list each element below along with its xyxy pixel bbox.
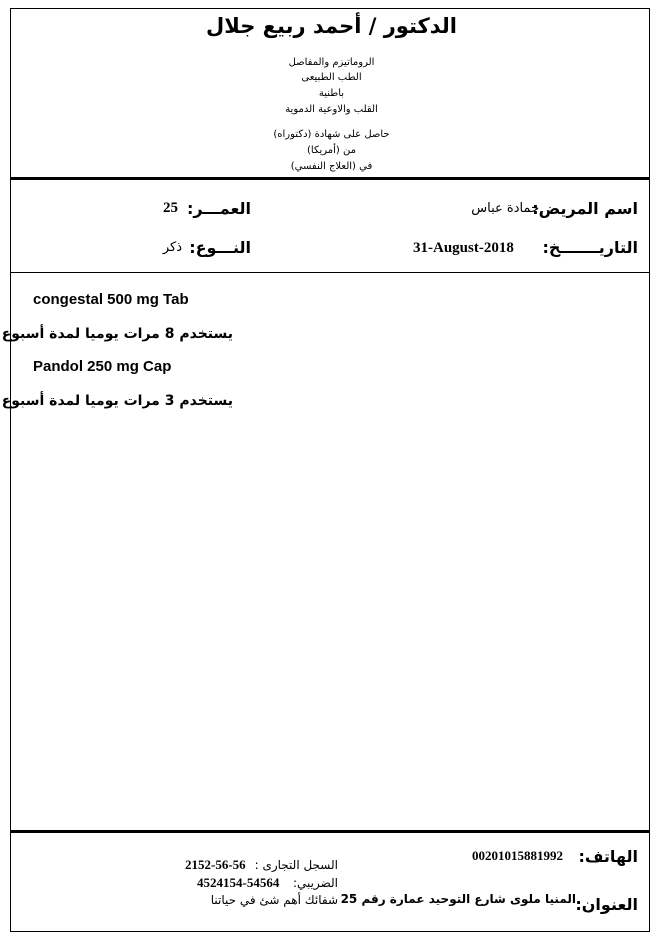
- drug-1-instructions: يستخدم 8 مرات يوميا لمدة أسبوع: [1, 326, 233, 342]
- patient-name-value: حمادة عباس: [471, 201, 539, 216]
- qualification-field: في (العلاج النفسي): [290, 161, 373, 172]
- drug-2: Pandol 250 mg Cap: [33, 358, 172, 375]
- specialty-1: الروماتيزم والمفاصل: [288, 57, 375, 68]
- phone-label: الهاتف:: [578, 847, 638, 866]
- date-label: التاريـــــــخ:: [542, 238, 638, 257]
- qualification-country: من (أمريكا): [307, 145, 356, 156]
- gender-value: ذكر: [162, 240, 182, 255]
- address-value: المنيا ملوى شارع التوحيد عمارة رقم 25: [340, 892, 576, 906]
- date-value: 31-August-2018: [413, 240, 514, 256]
- age-label: العمـــر:: [186, 199, 251, 218]
- drug-2-instructions: يستخدم 3 مرات يوميا لمدة أسبوع: [1, 393, 233, 409]
- slogan: شفائك أهم شئ في حياتنا: [210, 893, 338, 907]
- footer-divider: [10, 830, 650, 833]
- patient-name-label: اسم المريض:: [532, 199, 638, 218]
- phone-value: 00201015881992: [472, 848, 563, 863]
- tax-label: الضريبي:: [292, 876, 338, 890]
- specialty-2: الطب الطبيعى: [301, 72, 362, 83]
- tax-value: 4524154-54564: [197, 875, 280, 890]
- header-divider: [10, 177, 650, 180]
- gender-label: النـــوع:: [189, 238, 251, 257]
- patient-divider: [10, 272, 650, 273]
- commercial-register-value: 2152-56-56: [185, 857, 246, 872]
- age-value: 25: [163, 200, 178, 216]
- address-label: العنوان:: [575, 895, 638, 914]
- qualification-degree: حاصل على شهادة (دكتوراه): [273, 129, 390, 140]
- drug-1: congestal 500 mg Tab: [33, 291, 189, 308]
- specialty-3: باطنية: [318, 88, 345, 99]
- doctor-name: الدكتور / أحمد ربيع جلال: [206, 14, 457, 38]
- specialty-4: القلب والاوعية الدموية: [285, 104, 378, 115]
- commercial-register-label: السجل التجارى :: [254, 858, 338, 872]
